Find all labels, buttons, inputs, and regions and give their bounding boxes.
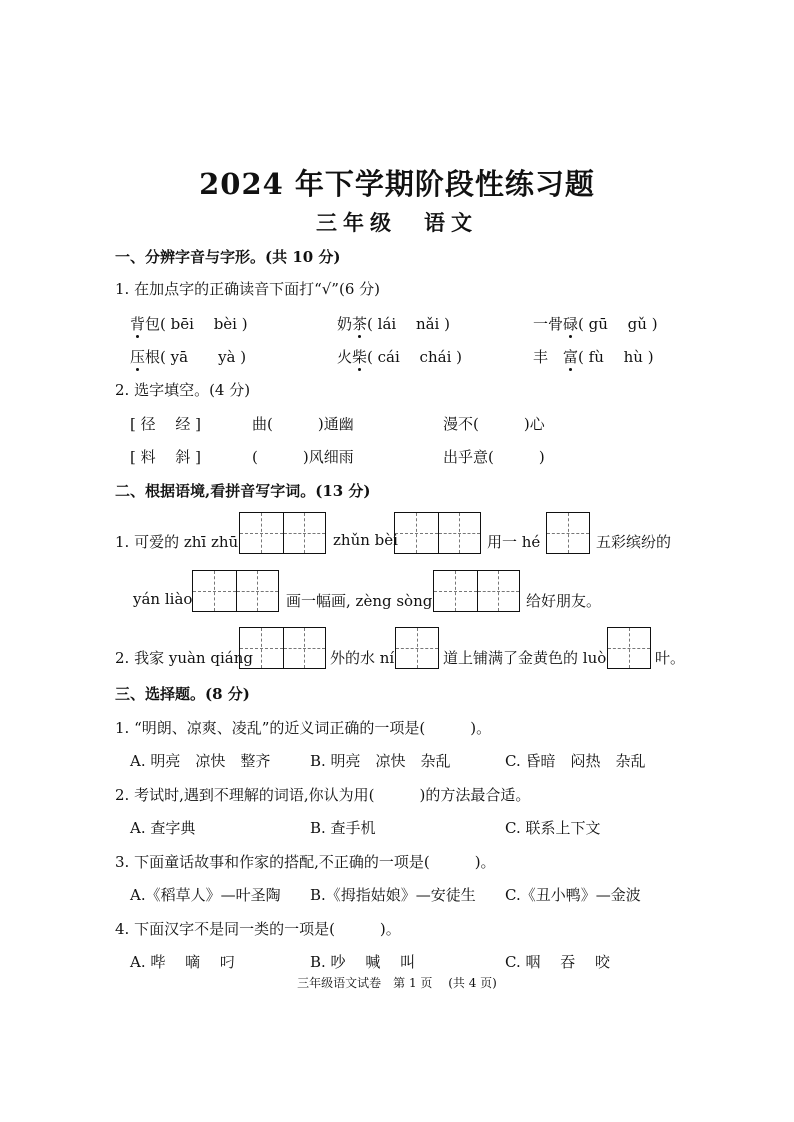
pinyin-item: 奶茶( lái nǎi ) xyxy=(337,315,450,333)
pinyin-item: 压根( yā yà ) xyxy=(130,348,247,366)
q1-prompt: 1. 在加点字的正确读音下面打“√”(6 分) xyxy=(115,280,380,298)
q2-prompt: 2. 选字填空。(4 分) xyxy=(115,381,251,399)
writing-grid[interactable] xyxy=(433,570,520,612)
writing-grid[interactable] xyxy=(192,570,279,612)
pinyin-item: 火柴( cái chái ) xyxy=(337,348,462,366)
pinyin-item: 丰 富( fù hù ) xyxy=(533,348,654,366)
char-choices: [ 料 斜 ] xyxy=(130,448,202,466)
dictation-text: yán liào xyxy=(133,590,193,608)
dictation-text: 道上铺满了金黄色的 luò xyxy=(443,649,607,667)
mc-option: A. 查字典 xyxy=(130,819,196,837)
mc-option: A. 哔 嘀 叼 xyxy=(130,953,235,971)
mc-question: 3. 下面童话故事和作家的搭配,不正确的一项是( )。 xyxy=(115,853,496,871)
dictation-text: 用一 hé xyxy=(487,533,541,551)
dictation-text: 画一幅画, zèng sòng xyxy=(286,592,433,610)
section-3-heading: 三、选择题。(8 分) xyxy=(115,685,250,703)
mc-question: 2. 考试时,遇到不理解的词语,你认为用( )的方法最合适。 xyxy=(115,786,531,804)
dictation-text: 外的水 ní xyxy=(330,649,395,667)
mc-option: B.《拇指姑娘》—安徒生 xyxy=(310,886,476,904)
page-title: 2024 年下学期阶段性练习题 xyxy=(199,167,595,201)
writing-grid[interactable] xyxy=(546,512,590,554)
writing-grid[interactable] xyxy=(607,627,651,669)
fill-item: ( )风细雨 xyxy=(252,448,354,466)
section-1-heading: 一、分辨字音与字形。(共 10 分) xyxy=(115,248,341,266)
dictation-text: 1. 可爱的 zhī zhū xyxy=(115,533,239,551)
fill-item: 曲( )通幽 xyxy=(252,415,354,433)
mc-option: B. 吵 喊 叫 xyxy=(310,953,416,971)
fill-item: 出乎意( ) xyxy=(443,448,545,466)
dictation-text: zhǔn bèi xyxy=(333,531,398,549)
page-footer: 三年级语文试卷 第 1 页 (共 4 页) xyxy=(297,976,497,990)
dictation-text: 五彩缤纷的 xyxy=(596,533,672,551)
dictation-text: 给好朋友。 xyxy=(526,592,602,610)
writing-grid[interactable] xyxy=(239,512,326,554)
mc-option: B. 明亮 凉快 杂乱 xyxy=(310,752,451,770)
mc-option: B. 查手机 xyxy=(310,819,376,837)
mc-option: A.《稻草人》—叶圣陶 xyxy=(130,886,281,904)
char-choices: [ 径 经 ] xyxy=(130,415,202,433)
mc-question: 1. “明朗、凉爽、凌乱”的近义词正确的一项是( )。 xyxy=(115,719,492,737)
writing-grid[interactable] xyxy=(395,627,439,669)
mc-question: 4. 下面汉字不是同一类的一项是( )。 xyxy=(115,920,401,938)
dictation-text: 2. 我家 yuàn qiáng xyxy=(115,649,253,667)
mc-option: C. 联系上下文 xyxy=(505,819,601,837)
writing-grid[interactable] xyxy=(239,627,326,669)
writing-grid[interactable] xyxy=(394,512,481,554)
page-subtitle: 三年级 语文 xyxy=(316,210,478,235)
fill-item: 漫不( )心 xyxy=(443,415,545,433)
mc-option: C. 咽 吞 咬 xyxy=(505,953,611,971)
mc-option: A. 明亮 凉快 整齐 xyxy=(130,752,271,770)
section-2-heading: 二、根据语境,看拼音写字词。(13 分) xyxy=(115,482,371,500)
mc-option: C. 昏暗 闷热 杂乱 xyxy=(505,752,646,770)
pinyin-item: 背包( bēi bèi ) xyxy=(130,315,248,333)
mc-option: C.《丑小鸭》—金波 xyxy=(505,886,641,904)
pinyin-item: 一骨碌( gū gǔ ) xyxy=(533,315,658,333)
dictation-text: 叶。 xyxy=(655,649,686,667)
